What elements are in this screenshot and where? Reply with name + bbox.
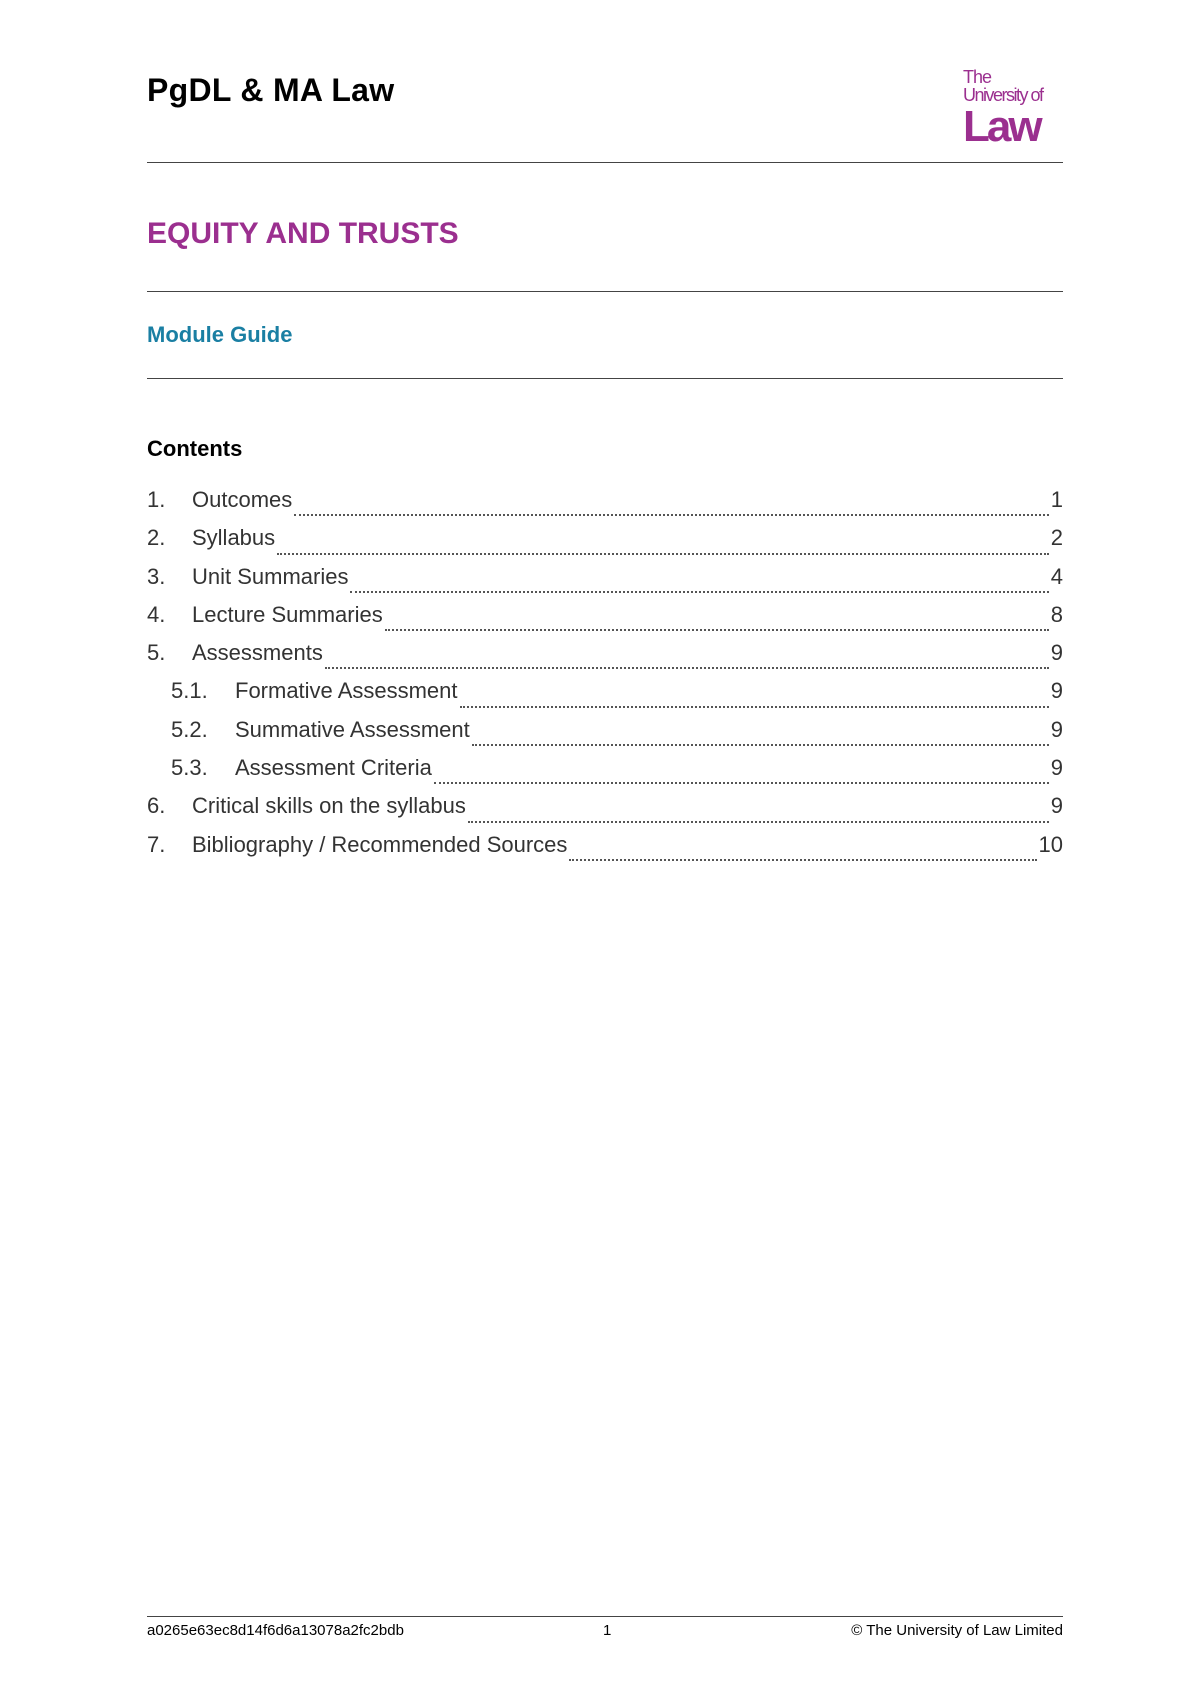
toc-leader: [460, 706, 1049, 708]
toc-label: Outcomes: [192, 487, 293, 512]
toc-page: 4: [1050, 563, 1063, 589]
toc-label: Unit Summaries: [192, 563, 349, 589]
toc-leader: [434, 782, 1049, 784]
toc-entry-assessments[interactable]: [147, 640, 1063, 678]
toc-entry-unit-summaries[interactable]: [147, 564, 1063, 602]
toc-label: Syllabus: [192, 525, 276, 551]
toc-label: Critical skills on the syllabus: [192, 793, 466, 819]
toc-label: Formative Assessment: [235, 678, 458, 704]
title-divider: [147, 291, 1063, 292]
toc-entry-lecture-summaries[interactable]: [147, 602, 1063, 640]
header-divider: [147, 162, 1063, 163]
footer-divider: [147, 1616, 1063, 1617]
footer-doc-id: a0265e63ec8d14f6d6a13078a2fc2bdb: [147, 1622, 404, 1639]
toc-page: 10: [1038, 831, 1063, 857]
toc-label: Assessments: [192, 640, 323, 666]
toc-entry-summative-assessment[interactable]: [147, 717, 1063, 755]
toc-leader: [472, 744, 1049, 746]
toc-page: 9: [1050, 755, 1063, 781]
toc-number: 1.: [147, 487, 166, 512]
toc-number: 2.: [147, 525, 166, 551]
toc-label: Summative Assessment: [235, 716, 470, 742]
toc-number: 6.: [147, 793, 166, 819]
contents-heading: Contents: [147, 436, 243, 461]
toc-label: Bibliography / Recommended Sources: [192, 831, 568, 857]
toc-page: 1: [1050, 487, 1063, 512]
toc-entry-critical-skills[interactable]: [147, 793, 1063, 831]
toc-number: 5.: [147, 640, 166, 666]
toc-leader: [569, 859, 1036, 861]
toc-number: 5.2.: [171, 716, 208, 742]
toc-entry-outcomes[interactable]: [147, 487, 1063, 525]
footer-page-number: 1: [603, 1622, 612, 1639]
toc-entry-formative-assessment[interactable]: [147, 678, 1063, 716]
toc-page: 9: [1050, 793, 1063, 819]
toc-number: 7.: [147, 831, 166, 857]
subtitle-divider: [147, 378, 1063, 379]
toc-page: 9: [1050, 678, 1063, 704]
toc-page: 8: [1050, 601, 1063, 627]
toc-number: 3.: [147, 563, 166, 589]
toc-entry-bibliography[interactable]: [147, 832, 1063, 870]
logo-line-law: Law: [963, 102, 1040, 151]
university-logo: [963, 67, 1063, 151]
toc-number: 5.3.: [171, 755, 208, 781]
toc-label: Assessment Criteria: [235, 755, 432, 781]
toc-leader: [350, 591, 1048, 593]
header-title: PgDL & MA Law: [147, 72, 395, 108]
toc-number: 4.: [147, 601, 166, 627]
toc-leader: [325, 667, 1049, 669]
toc-leader: [277, 553, 1049, 555]
toc-leader: [385, 629, 1049, 631]
module-title: EQUITY AND TRUSTS: [147, 217, 459, 250]
footer-copyright: © The University of Law Limited: [851, 1622, 1063, 1639]
toc-entry-syllabus[interactable]: [147, 525, 1063, 563]
toc-leader: [468, 821, 1049, 823]
logo-line-university: University of: [963, 85, 1043, 105]
toc-entry-assessment-criteria[interactable]: [147, 755, 1063, 793]
logo-line-the: The: [963, 67, 992, 87]
table-of-contents: [147, 487, 1063, 870]
toc-page: 9: [1050, 716, 1063, 742]
toc-label: Lecture Summaries: [192, 601, 383, 627]
toc-number: 5.1.: [171, 678, 208, 704]
toc-page: 2: [1050, 525, 1063, 551]
toc-leader: [294, 514, 1048, 516]
toc-page: 9: [1050, 640, 1063, 666]
module-subtitle: Module Guide: [147, 322, 293, 347]
